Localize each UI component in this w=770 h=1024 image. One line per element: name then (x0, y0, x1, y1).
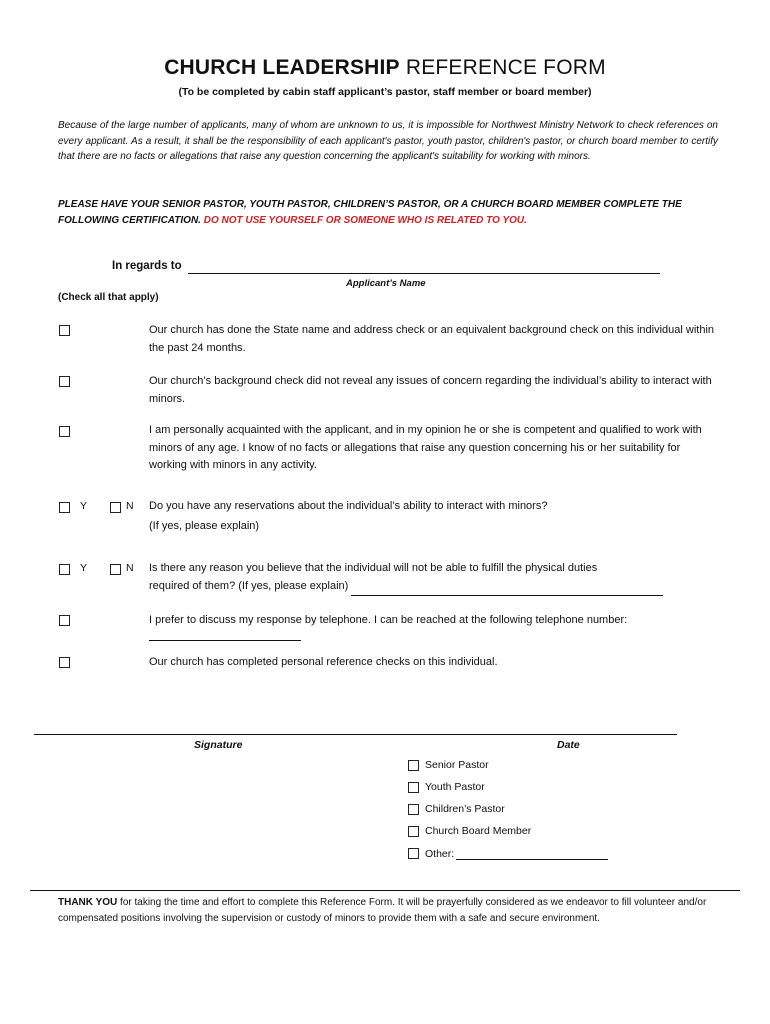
role-checkbox[interactable] (408, 804, 419, 815)
checkbox-background-check[interactable] (59, 325, 70, 336)
form-title (0, 56, 770, 80)
signature-date-field[interactable] (34, 734, 677, 735)
telephone-field[interactable] (149, 640, 301, 641)
checkbox-reservations-no[interactable] (110, 502, 121, 513)
role-other[interactable] (408, 847, 608, 860)
checkbox-no-issues[interactable] (59, 376, 70, 387)
role-childrens-pastor[interactable] (408, 803, 505, 815)
form-title-bold: CHURCH LEADERSHIP (164, 56, 400, 79)
regards-label: In regards to (112, 260, 182, 272)
checkbox-personally-acquainted[interactable] (59, 426, 70, 437)
form-subtitle: (To be completed by cabin staff applicant’s pastor, staff member or board member) (178, 86, 592, 98)
physical-no-label: N (126, 562, 134, 574)
role-label: Senior Pastor (425, 759, 489, 771)
item-reservations-explain: (If yes, please explain) (149, 519, 260, 532)
checkbox-telephone[interactable] (59, 615, 70, 626)
role-youth-pastor[interactable] (408, 781, 485, 793)
physical-explain-field[interactable] (351, 578, 663, 597)
role-checkbox[interactable] (408, 826, 419, 837)
check-all-label: (Check all that apply) (58, 292, 159, 303)
instruction-warning: DO NOT USE YOURSELF OR SOMEONE WHO IS RELATED TO YOU. (203, 214, 527, 226)
item-physical-explain-row (149, 578, 719, 597)
footer-paragraph (58, 895, 720, 927)
item-telephone: I prefer to discuss my response by telephone. I can be reached at the following telephone number: (149, 614, 628, 626)
instruction-paragraph (58, 197, 718, 228)
other-role-field[interactable] (456, 847, 608, 860)
checkbox-reservations-yes[interactable] (59, 502, 70, 513)
role-church-board-member[interactable] (408, 825, 531, 837)
item-no-issues: Our church’s background check did not reveal any issues of concern regarding the individual’s ability to interact with minors. (149, 375, 712, 405)
item-physical-duties (149, 560, 719, 596)
physical-yes-label: Y (80, 562, 88, 574)
applicant-name-field[interactable] (188, 273, 660, 274)
item-physical-question: Is there any reason you believe that the individual will not be able to fulfill the physical duties (149, 562, 598, 574)
role-label: Other: (425, 847, 455, 860)
intro-paragraph: Because of the large number of applicants, many of whom are unknown to us, it is impossible for Northwest Ministry Network to check references on every applicant. As a result, it shall be the responsibility of each applicant's pastor, youth pastor, children's pastor, or church board member to certify that there are no facts or allegations that raise any question concerning the applicant's suitability for working with minors. (58, 120, 718, 162)
item-background-check: Our church has done the State name and address check or an equivalent background check on this individual within the past 24 months. (149, 324, 715, 354)
checkbox-physical-yes[interactable] (59, 564, 70, 575)
reservations-yes-label: Y (80, 500, 88, 512)
applicant-name-caption: Applicant’s Name (346, 278, 426, 289)
role-label: Church Board Member (425, 825, 532, 837)
instruction-main: PLEASE HAVE YOUR SENIOR PASTOR, YOUTH PASTOR, CHILDREN’S PASTOR, OR A CHURCH BOARD MEMBER COMPLETE THE FOLLOWING CERTIFICATION. (58, 199, 682, 226)
role-label: Children’s Pastor (425, 803, 505, 815)
item-physical-explain: required of them? (If yes, please explain) (149, 579, 349, 592)
role-checkbox[interactable] (408, 760, 419, 771)
checkbox-physical-no[interactable] (110, 564, 121, 575)
footer-thank-you: THANK YOU (58, 897, 118, 908)
form-title-rest: REFERENCE FORM (405, 56, 606, 79)
role-checkbox[interactable] (408, 848, 419, 859)
role-senior-pastor[interactable] (408, 759, 489, 771)
item-personally-acquainted: I am personally acquainted with the applicant, and in my opinion he or she is competent and qualified to work with minors of any age. I know of no facts or allegations that raise any question concerning his or her suitability for working with minors in any activity. (149, 424, 702, 471)
item-reservations (149, 498, 719, 535)
checkbox-reference-checks[interactable] (59, 657, 70, 668)
date-label: Date (557, 739, 580, 751)
footer-text: for taking the time and effort to complete this Reference Form. It will be prayerfully considered as we endeavor to fill volunteer and/or compensated positions involving the supervision or custody of minors to provide them with a safe and secure environment. (58, 897, 707, 924)
signature-label: Signature (194, 739, 243, 751)
reservations-no-label: N (126, 500, 134, 512)
footer-divider (30, 890, 740, 891)
item-reference-checks: Our church has completed personal reference checks on this individual. (149, 656, 498, 668)
role-label: Youth Pastor (425, 781, 485, 793)
role-checkbox[interactable] (408, 782, 419, 793)
item-reservations-question: Do you have any reservations about the individual’s ability to interact with minors? (149, 500, 548, 512)
